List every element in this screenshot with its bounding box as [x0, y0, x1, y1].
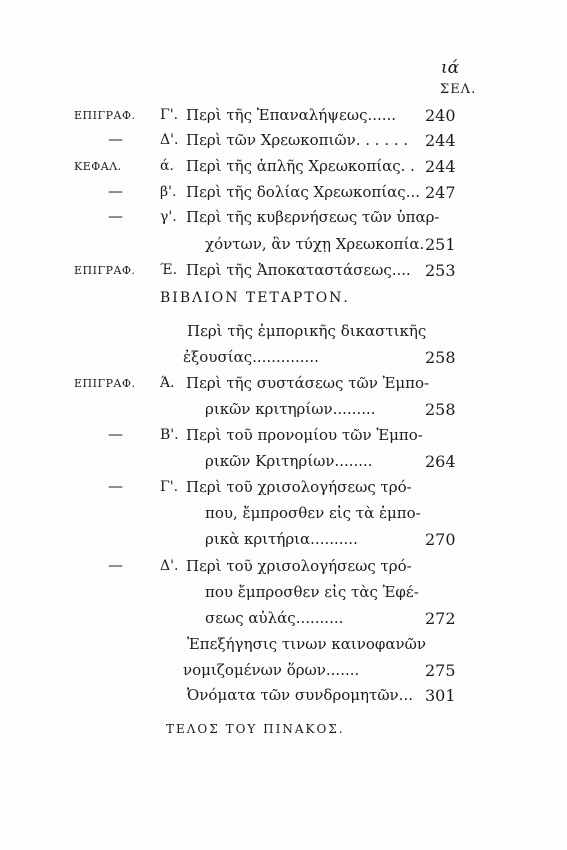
toc-entry: [0, 478, 567, 504]
entry-label: ΕΠΙΓΡΑΦ.: [74, 264, 136, 277]
toc-entry: [0, 530, 567, 556]
toc-entry: [0, 322, 567, 348]
entry-dash: —: [108, 182, 123, 200]
toc-entry: [0, 686, 567, 712]
toc-entry: [0, 635, 567, 661]
toc-entry: [0, 452, 567, 478]
entry-title: νομιζομένων ὅρων.......: [183, 661, 360, 679]
entry-title: Περὶ τῆς ἁπλῆς Χρεωκοπίας. .: [186, 157, 415, 175]
page-folio: ιά: [441, 58, 460, 78]
entry-title: χόντων, ἂν τύχῃ Χρεωκοπία.: [205, 235, 425, 253]
toc-entry: [0, 348, 567, 374]
entry-number: Έ.: [160, 262, 178, 278]
entry-number: Δ'.: [160, 132, 179, 148]
toc-entry: [0, 583, 567, 609]
entry-page-number: 301: [425, 686, 456, 705]
entry-title: ρικῶν Κριτηρίων........: [205, 452, 373, 470]
toc-entry: [0, 426, 567, 452]
entry-page-number: 251: [425, 235, 456, 254]
entry-title: Περὶ τῆς Ἐπαναλήψεως......: [186, 106, 397, 124]
toc-entry: [0, 400, 567, 426]
entry-page-number: 275: [425, 661, 456, 680]
entry-page-number: 244: [425, 157, 456, 176]
entry-page-number: 253: [425, 261, 456, 280]
toc-entry: [0, 183, 567, 209]
entry-number: Δ'.: [160, 558, 179, 574]
toc-entry: [0, 374, 567, 400]
entry-title: Περὶ τῆς συστάσεως τῶν Ἐμπο-: [186, 374, 430, 392]
entry-number: Β'.: [160, 427, 179, 443]
entry-title: Περὶ τοῦ χρισολογήσεως τρό-: [186, 478, 412, 496]
entry-title: σεως αὐλάς..........: [205, 609, 344, 627]
entry-dash: —: [108, 130, 123, 148]
entry-label: ΕΠΙΓΡΑΦ.: [74, 109, 136, 122]
entry-title: ἐξουσίας..............: [183, 348, 319, 366]
page-column-header: ΣΕΛ.: [440, 82, 477, 97]
entry-number: ά.: [160, 158, 174, 174]
entry-title: που, ἔμπροσθεν εἰς τὰ ἐμπο-: [205, 504, 421, 522]
entry-dash: —: [108, 425, 123, 443]
entry-title: ρικὰ κριτήρια..........: [205, 530, 358, 548]
entry-number: β'.: [160, 184, 177, 200]
toc-entry: [0, 106, 567, 132]
entry-title: Περὶ τῆς Ἀποκαταστάσεως....: [186, 261, 411, 279]
toc-entry: [0, 261, 567, 287]
toc-entry: [0, 131, 567, 157]
entry-number: γ'.: [160, 209, 177, 225]
entry-dash: —: [108, 556, 123, 574]
toc-entry: [0, 609, 567, 635]
toc-entry: [0, 235, 567, 261]
entry-number: Ά.: [160, 375, 175, 391]
entry-number: Γ'.: [160, 479, 179, 495]
entry-label: ΕΠΙΓΡΑΦ.: [74, 377, 136, 390]
toc-entry: [0, 504, 567, 530]
entry-title: Περὶ τῆς δολίας Χρεωκοπίας...: [186, 183, 421, 201]
entry-title: Περὶ τῶν Χρεωκοπιῶν. . . . . .: [186, 131, 409, 149]
entry-page-number: 240: [425, 106, 456, 125]
entry-title: Ἐπεξήγησις τινων καινοφανῶν: [187, 635, 426, 653]
entry-page-number: 258: [425, 348, 456, 367]
entry-label: ΚΕΦΑΛ.: [74, 160, 122, 173]
entry-dash: —: [108, 477, 123, 495]
toc-entry: [0, 557, 567, 583]
part-heading: ΒΙΒΛΙΟΝ ΤΕΤΑΡΤΟΝ.: [160, 290, 350, 306]
entry-page-number: 264: [425, 452, 456, 471]
closing-line: ΤΕΛΟΣ ΤΟΥ ΠΙΝΑΚΟΣ.: [166, 722, 345, 736]
entry-title: Περὶ τῆς κυβερνήσεως τῶν ὑπαρ-: [186, 208, 440, 226]
entry-page-number: 272: [425, 609, 456, 628]
entry-title: Περὶ τοῦ χρισολογήσεως τρό-: [186, 557, 412, 575]
toc-entry: [0, 208, 567, 234]
entry-dash: —: [108, 207, 123, 225]
entry-number: Γ'.: [160, 107, 179, 123]
toc-entry: [0, 661, 567, 687]
entry-title: Ὀνόματα τῶν συνδρομητῶν...: [187, 686, 413, 704]
entry-page-number: 270: [425, 530, 456, 549]
entry-title: Περὶ τοῦ προνομίου τῶν Ἐμπο-: [186, 426, 423, 444]
entry-page-number: 247: [425, 183, 456, 202]
entry-title: ρικῶν κριτηρίων.........: [205, 400, 376, 418]
toc-entry: [0, 157, 567, 183]
entry-title: Περὶ τῆς ἐμπορικῆς δικαστικῆς: [187, 322, 427, 340]
entry-page-number: 244: [425, 131, 456, 150]
entry-page-number: 258: [425, 400, 456, 419]
entry-title: που ἔμπροσθεν εἰς τὰς Ἐφέ-: [205, 583, 419, 601]
